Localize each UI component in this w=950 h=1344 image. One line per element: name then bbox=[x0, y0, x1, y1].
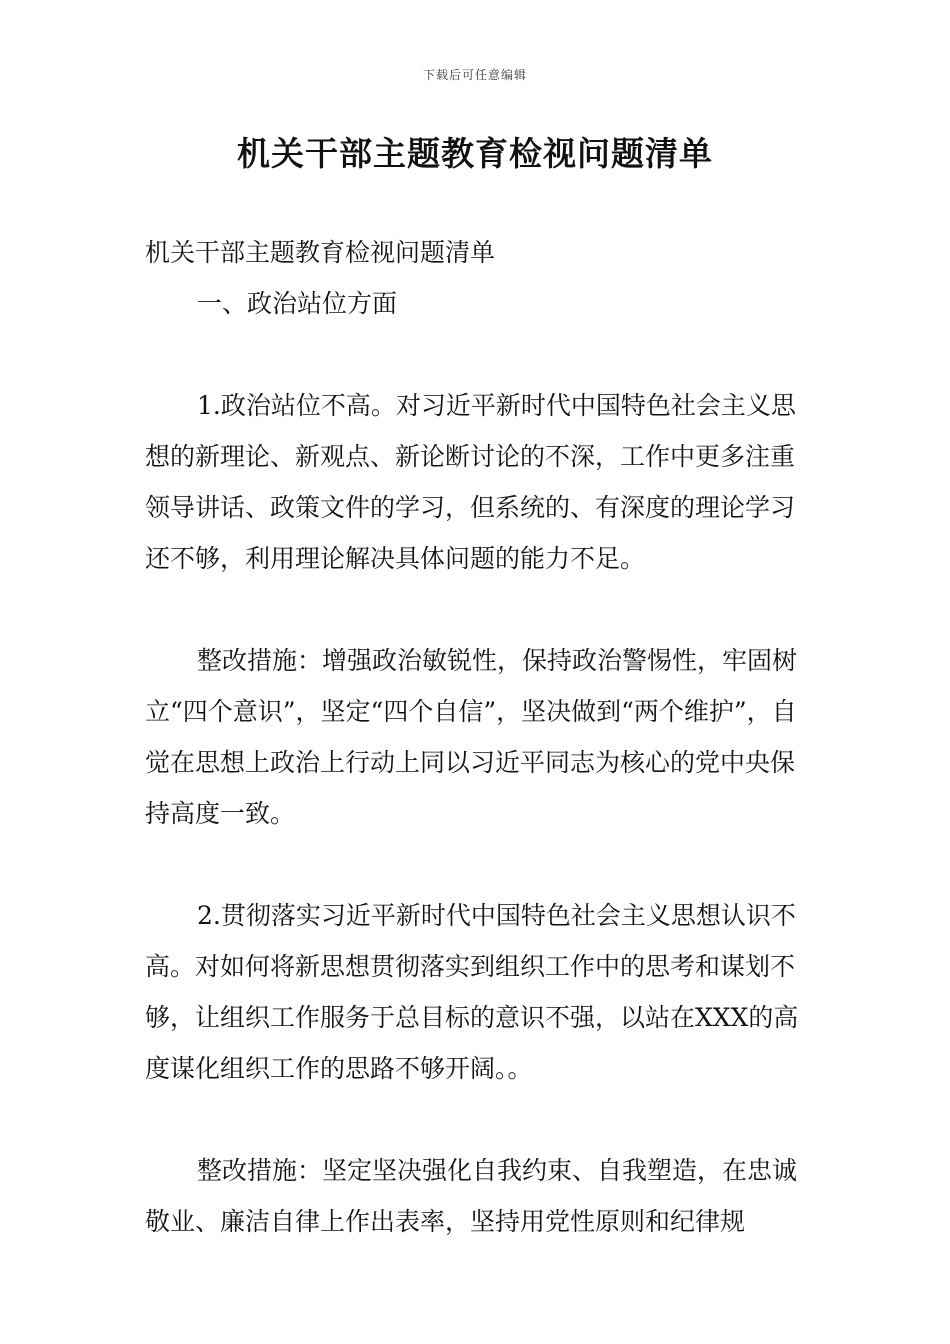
issue-paragraph-2: 2.贯彻落实习近平新时代中国特色社会主义思想认识不高。对如何将新思想贯彻落实到组织工作中的思考和谋划不够，让组织工作服务于总目标的意识不强，以站在XXX的高度谋化组织工作的思路不够开阔。。 bbox=[145, 901, 799, 1083]
document-title: 机关干部主题教育检视问题清单 bbox=[237, 134, 713, 173]
issue-paragraph-1: 1.政治站位不高。对习近平新时代中国特色社会主义思想的新理论、新观点、新论断讨论的不深，工作中更多注重领导讲话、政策文件的学习，但系统的、有深度的理论学习还不够，利用理论解决具体问题的能力不足。 bbox=[145, 391, 796, 573]
measure-paragraph-2: 整改措施：坚定坚决强化自我约束、自我塑造，在忠诚敬业、廉洁自律上作出表率，坚持用党性原则和纪律规 bbox=[145, 1156, 798, 1236]
document-body bbox=[145, 227, 807, 1247]
page-header-note: 下载后可任意编辑 bbox=[422, 68, 527, 82]
section-heading-political: 一、政治站位方面 bbox=[197, 289, 398, 318]
measure-paragraph-1: 整改措施：增强政治敏锐性，保持政治警惕性，牢固树立“四个意识”，坚定“四个自信”，坚决做到“两个维护”，自觉在思想上政治上行动上同以习近平同志为核心的党中央保持高度一致。 bbox=[145, 646, 798, 828]
body-heading: 机关干部主题教育检视问题清单 bbox=[145, 238, 496, 267]
